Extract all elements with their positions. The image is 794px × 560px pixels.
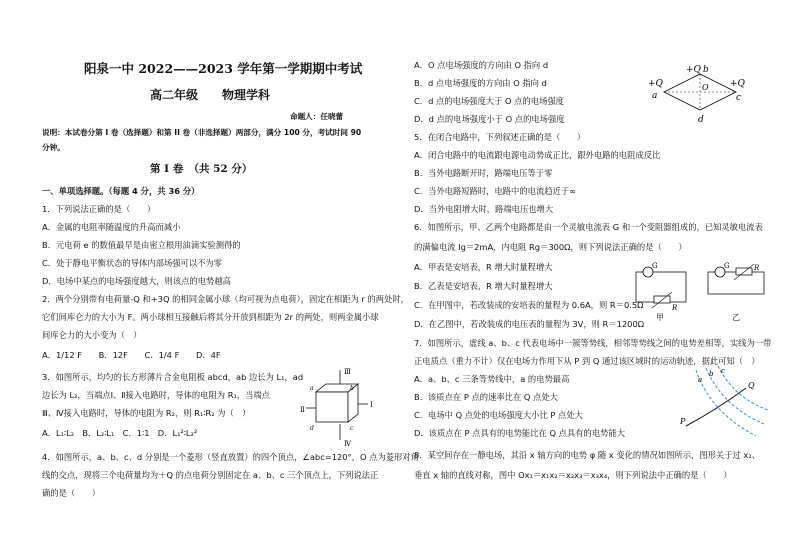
equipotential-line-c <box>718 366 768 410</box>
point-q-label: Q <box>748 381 755 390</box>
option-6c: C．在甲图中，若改装成的安培表的量程为 0.6A，则 R＝0.5Ω <box>414 300 644 310</box>
option-4b: B．d 点电场强度的方向由 O 指向 d <box>414 78 547 88</box>
option-4d: D．d 点的电场强度小于 O 点的电场强度 <box>414 114 565 124</box>
question-2-line-1: 2．两个分别带有电荷量-Q 和+3Q 的相同金属小球（均可视为点电荷），固定在相距为 r 的两处时， <box>42 294 409 304</box>
part1-title: 第 I 卷 （共 52 分） <box>150 163 253 175</box>
label-a: a <box>310 385 314 392</box>
rhombus-figure <box>648 62 746 126</box>
option-6d: D．在乙图中，若改装成的电压表的量程为 3V，则 R＝1200Ω <box>414 319 645 329</box>
question-6-line-1: 6．如图所示，甲、乙两个电路都是由一个灵敏电流表 G 和一个变阻器组成的，已知灵敏电流表 <box>414 222 763 232</box>
block-front-face <box>316 392 348 422</box>
line-b-label: b <box>709 370 714 378</box>
option-6b: B．乙表是安培表，R 增大时量程增大 <box>414 281 553 291</box>
rheostat-jia <box>654 296 670 303</box>
option-5d: D．当外电阻增大时，路端电压也增大 <box>414 204 554 214</box>
question-4-line-2: 线的交点，现将三个电荷量均为＋Q 的点电荷分别固定在 a、b、c 三个顶点上，下列说法正 <box>42 470 379 480</box>
instructions-line-1: 说明：本试卷分第 I 卷（选择题）和第 II 卷（非选择题）两部分，满分 100 分，考试时间 90 <box>42 128 362 137</box>
line-c-label: c <box>721 367 725 375</box>
question-2-line-2: 它们间库仑力的大小为 F。两小球相互接触后将其分开放到相距为 2r 的两处，则两金属小球 <box>42 312 379 322</box>
charge-c-label: +Q <box>730 79 745 89</box>
option-1b: B．元电荷 e 的数值最早是由密立根用油滴实验测得的 <box>42 240 241 250</box>
option-5a: A．闭合电路中的电流跟电源电动势成正比，跟外电路的电阻成反比 <box>414 150 661 160</box>
label-d: d <box>310 425 314 432</box>
label-r-jia: R <box>672 304 678 312</box>
option-1d: D．电场中某点的电场强度越大，则该点的电势越高 <box>42 276 231 286</box>
option-7a: A．a、b、c 三条等势线中，a 的电势最高 <box>414 374 570 384</box>
label-yi: 乙 <box>732 313 740 322</box>
option-7d: D．该质点在 P 点具有的电势能比在 Q 点具有的电势能大 <box>414 428 626 438</box>
option-4a: A．O 点电场强度的方向由 O 指向 d <box>414 60 549 70</box>
question-5: 5．在闭合电路中，下列叙述正确的是（ ） <box>414 132 586 142</box>
option-7b: B．该质点在 P 点的速率比在 Q 点处大 <box>414 392 558 402</box>
option-5c: C．当外电路短路时，电路中的电流趋近于∞ <box>414 186 577 196</box>
option-1a: A．金属的电阻率随温度的升高而减小 <box>42 222 181 232</box>
question-7-line-1: 7．如图所示，虚线 a、b、c 代表电场中一簇等势线，相邻等势线之间的电势差相等，实线为一带 <box>414 338 772 348</box>
resistor-block-figure <box>300 366 380 448</box>
label-iv: Ⅳ <box>344 440 351 448</box>
question-3-line-1: 3．如图所示，均匀的长方形薄片合金电阻板 abcd，ab 边长为 L₁，ad <box>42 372 304 382</box>
question-2-options: A．1/12 F B．12F C．1/4 F D．4F <box>42 350 221 360</box>
charge-a-label: +Q <box>648 79 663 89</box>
vertex-b-label: b <box>703 65 709 75</box>
instructions-line-2: 分钟。 <box>42 143 65 152</box>
label-ii: Ⅱ <box>300 406 305 414</box>
grade-label: 高二年级 <box>150 88 199 102</box>
meter-circuits-figure <box>628 262 778 322</box>
option-4c: C．d 点的电场强度大于 O 点的电场强度 <box>414 96 564 106</box>
question-6-line-2: 的满偏电流 Ig＝2mA，内电阻 Rg＝300Ω，则下列说法正确的是（ ） <box>414 242 687 252</box>
question-3-options: A．L₁∶L₂ B．L₂∶L₁ C．1∶1 D．L₁²∶L₂² <box>42 428 198 438</box>
option-5b: B．当外电路断开时，路端电压等于零 <box>414 168 553 178</box>
question-2-line-3: 间库仑力的大小变为（ ） <box>42 330 142 340</box>
charge-b-label: +Q <box>686 65 701 75</box>
label-jia: 甲 <box>656 313 664 322</box>
option-7c: C．电场中 Q 点处的电场强度大小比 P 点处大 <box>414 410 583 420</box>
subject-label: 物理学科 <box>222 88 271 102</box>
question-4-line-1: 4．如图所示，a、b、c、d 分别是一个菱形（竖直放置）的四个顶点，∠abc=120°，O 点为菱形对角 <box>42 452 419 462</box>
vertex-d-label: d <box>698 115 704 125</box>
label-r-yi: R <box>754 264 760 272</box>
section-title: 一、单项选择题。（每题 4 分，共 36 分） <box>42 186 200 196</box>
author-line: 命题人：任晓蕾 <box>290 112 344 121</box>
question-4-line-3: 确的是（ ） <box>42 488 101 498</box>
question-1: 1．下列说法正确的是（ ） <box>42 204 156 214</box>
vertex-a-label: a <box>652 91 658 101</box>
label-c: c <box>350 425 354 432</box>
exam-title: 阳泉一中 2022——2023 学年第一学期期中考试 <box>84 61 363 76</box>
label-i: Ⅰ <box>370 401 373 409</box>
label-g-jia: G <box>652 262 658 270</box>
option-1c: C．处于静电平衡状态的导体内部场强可以不为零 <box>42 258 223 268</box>
question-8-line-2: 垂直 x 轴的直线对称，图中 Ox₁＝x₁x₂＝x₂x₃＝x₃x₄，则下列说法中正确的是（ ） <box>414 470 732 480</box>
line-a-label: a <box>698 376 703 384</box>
center-o-label: O <box>702 83 709 92</box>
option-6a: A．甲表是安培表，R 增大时量程增大 <box>414 262 553 272</box>
question-3-line-3: Ⅲ、Ⅳ接入电路时，导体的电阻为 R₂，则 R₁∶R₂ 为（ ） <box>42 408 251 418</box>
label-g-yi: G <box>724 262 730 270</box>
point-p-label: P <box>680 417 686 426</box>
rheostat-yi <box>736 268 752 275</box>
equipotential-figure <box>676 362 772 448</box>
question-7-line-2: 正电质点（重力不计）仅在电场力作用下从 P 到 Q 通过该区域时的运动轨迹，据此可知（ ） <box>414 356 760 366</box>
vertex-c-label: c <box>736 93 742 103</box>
question-3-line-2: 边长为 L₂，当端点Ⅰ、Ⅱ接入电路时，导体的电阻为 R₁，当端点 <box>42 390 270 400</box>
question-8-line-1: 8．某空间存在一静电场，其沿 x 轴方向的电势 φ 随 x 变化的情况如图所示，图形关于过 x₂、 <box>414 450 760 460</box>
label-b: b <box>350 385 354 392</box>
trajectory-line <box>686 388 746 426</box>
label-iii: Ⅲ <box>344 368 351 376</box>
